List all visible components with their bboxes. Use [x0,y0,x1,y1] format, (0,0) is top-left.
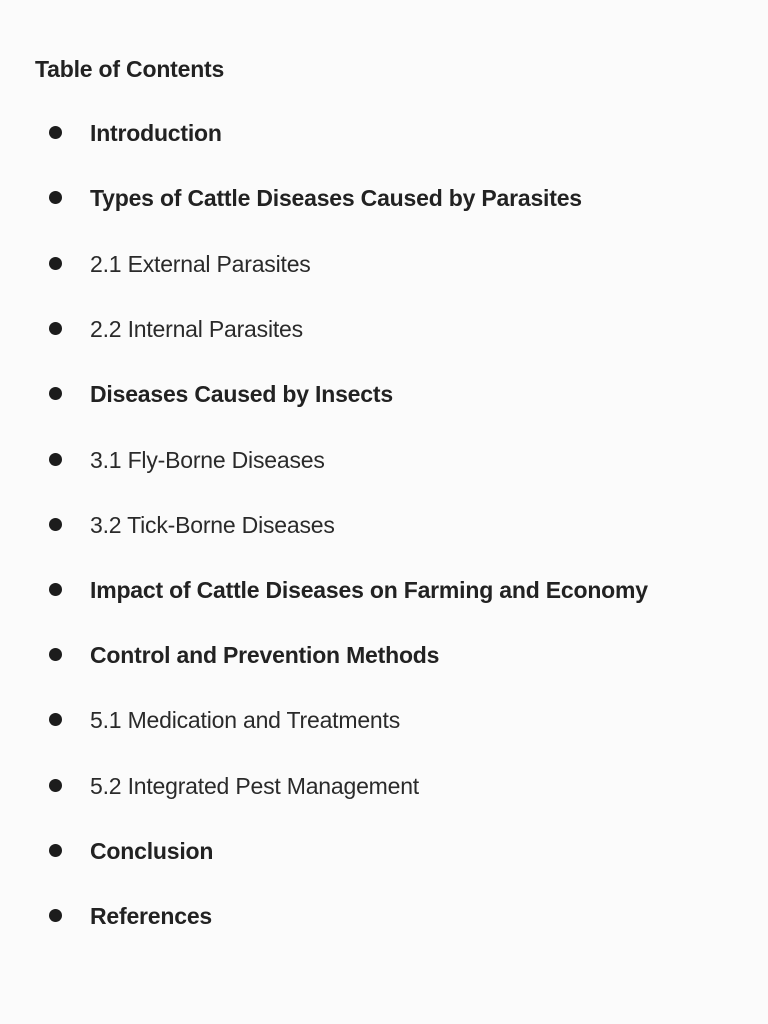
toc-item-label: Impact of Cattle Diseases on Farming and Economy [90,577,648,603]
bullet-icon [49,126,62,139]
bullet-icon [49,453,62,466]
toc-item-diseases-caused-by-insects [0,379,768,409]
bullet-icon [49,713,62,726]
toc-item-label: Conclusion [90,838,214,864]
bullet-icon [49,387,62,400]
toc-item-label: Control and Prevention Methods [90,642,440,668]
toc-item-conclusion [0,836,768,866]
toc-item-label: References [90,903,213,929]
toc-item-internal-parasites [0,314,768,344]
toc-item-types-of-cattle-diseases [0,183,768,213]
bullet-icon [49,257,62,270]
bullet-icon [49,844,62,857]
toc-item-label: 2.1 External Parasites [90,251,311,277]
toc-item-label: 3.1 Fly-Borne Diseases [90,447,325,473]
toc-item-label: 3.2 Tick-Borne Diseases [90,512,335,538]
bullet-icon [49,518,62,531]
toc-item-label: Introduction [90,120,222,146]
bullet-icon [49,583,62,596]
toc-heading: Table of Contents [35,56,225,82]
bullet-icon [49,191,62,204]
toc-item-integrated-pest-management [0,771,768,801]
toc-item-control-and-prevention [0,640,768,670]
toc-item-introduction [0,118,768,148]
toc-item-label: Diseases Caused by Insects [90,381,393,407]
bullet-icon [49,909,62,922]
bullet-icon [49,648,62,661]
toc-item-label: 5.1 Medication and Treatments [90,707,400,733]
toc-item-label: Types of Cattle Diseases Caused by Parasites [90,185,582,211]
toc-item-external-parasites [0,249,768,279]
toc-item-label: 5.2 Integrated Pest Management [90,773,419,799]
toc-item-label: 2.2 Internal Parasites [90,316,303,342]
toc-item-tick-borne-diseases [0,510,768,540]
toc-item-fly-borne-diseases [0,445,768,475]
bullet-icon [49,322,62,335]
bullet-icon [49,779,62,792]
toc-item-medication-and-treatments [0,705,768,735]
toc-item-references [0,901,768,931]
toc-item-impact-of-cattle-diseases [0,575,768,605]
